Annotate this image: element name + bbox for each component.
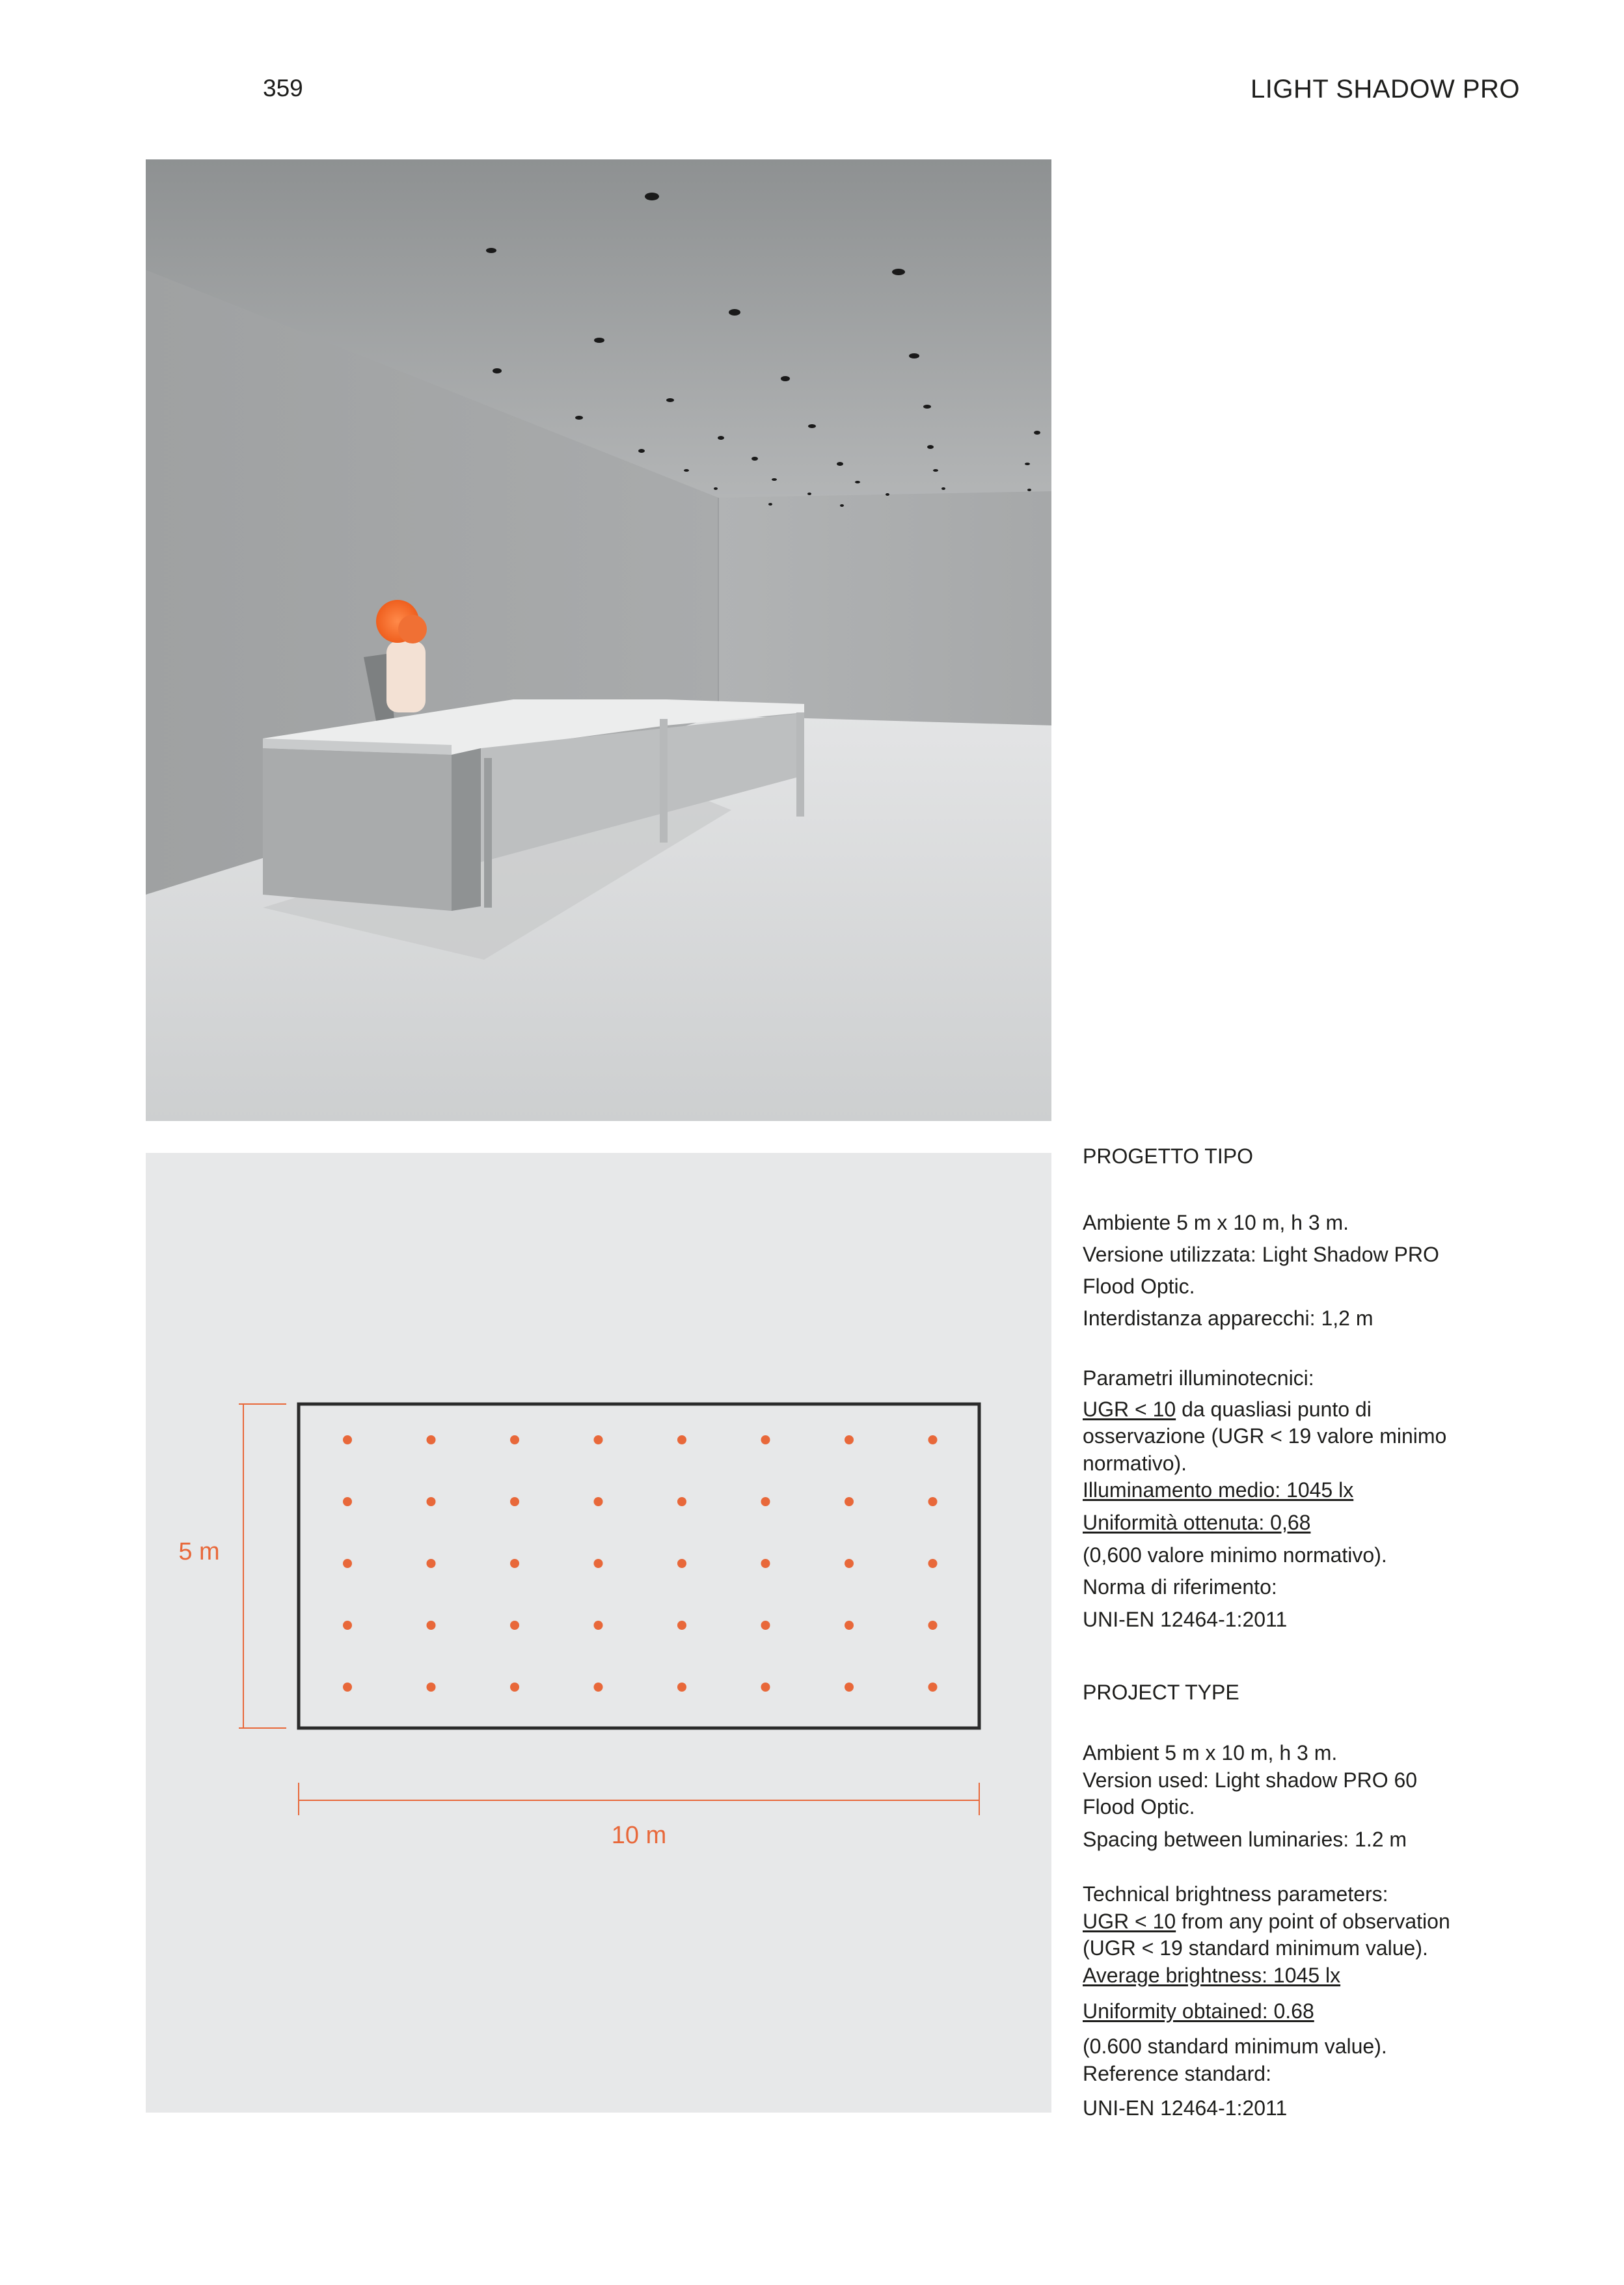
luminaire-dot (845, 1497, 854, 1506)
room-outline (299, 1404, 979, 1728)
english-params (1083, 1881, 1499, 2122)
luminaire-dot (928, 1435, 938, 1444)
italian-interdistanza: Interdistanza apparecchi: 1,2 m (1083, 1306, 1374, 1330)
luminaire-dot (510, 1683, 519, 1692)
luminaire-dot (845, 1683, 854, 1692)
room-render-image (146, 159, 1051, 1121)
luminaire-dot (761, 1497, 770, 1506)
luminaire-dot (427, 1683, 436, 1692)
luminaire-grid (343, 1435, 938, 1692)
floor-plan-diagram (146, 1153, 1051, 2113)
luminaire-dot (510, 1559, 519, 1568)
italian-ambiente: Ambiente 5 m x 10 m, h 3 m. (1083, 1211, 1349, 1234)
luminaire-dot (594, 1683, 603, 1692)
luminaire-dot (343, 1497, 352, 1506)
italian-norma-label: Norma di riferimento: (1083, 1575, 1277, 1599)
italian-params-label: Parametri illuminotecnici: (1083, 1366, 1314, 1390)
english-reference: UNI-EN 12464-1:2011 (1083, 2096, 1288, 2120)
italian-room-specs (1083, 1207, 1499, 1334)
luminaire-dot (427, 1435, 436, 1444)
luminaire-dot (343, 1621, 352, 1630)
luminaire-dot (343, 1559, 352, 1568)
width-dimension-label: 10 m (611, 1822, 667, 1849)
english-ugr-text: from any point of observation (UGR < 19 standard minimum value). (1083, 1909, 1450, 1960)
italian-illuminamento: Illuminamento medio: 1045 lx (1083, 1478, 1354, 1502)
english-ugr-value: UGR < 10 (1083, 1909, 1176, 1933)
luminaire-dot (677, 1559, 686, 1568)
luminaire-dot (845, 1559, 854, 1568)
english-uniformity: Uniformity obtained: 0.68 (1083, 1999, 1314, 2023)
luminaire-dot (928, 1683, 938, 1692)
english-optic: Flood Optic. (1083, 1795, 1195, 1819)
luminaire-dot (761, 1621, 770, 1630)
luminaire-dot (761, 1559, 770, 1568)
luminaire-dot (510, 1621, 519, 1630)
english-version: Version used: Light shadow PRO 60 (1083, 1768, 1418, 1792)
luminaire-dot (845, 1621, 854, 1630)
luminaire-dot (677, 1497, 686, 1506)
italian-norma: UNI-EN 12464-1:2011 (1083, 1607, 1288, 1631)
luminaire-dot (761, 1435, 770, 1444)
luminaire-dot (427, 1559, 436, 1568)
english-spacing: Spacing between luminaries: 1.2 m (1083, 1827, 1407, 1851)
luminaire-dot (427, 1621, 436, 1630)
luminaire-dot (928, 1497, 938, 1506)
english-ugr (1083, 1908, 1499, 1962)
english-section (1083, 1679, 1499, 1707)
luminaire-dot (761, 1683, 770, 1692)
luminaire-dot (845, 1435, 854, 1444)
italian-uniformita: Uniformità ottenuta: 0,68 (1083, 1510, 1311, 1534)
english-params-label: Technical brightness parameters: (1083, 1882, 1388, 1906)
italian-heading: PROGETTO TIPO (1083, 1144, 1253, 1168)
luminaire-dot (594, 1621, 603, 1630)
italian-ugr-text: da quasliasi punto di osservazione (UGR < 19 valore minimo normativo). (1083, 1397, 1447, 1475)
luminaire-dot (427, 1497, 436, 1506)
luminaire-dot (677, 1621, 686, 1630)
luminaire-dot (510, 1497, 519, 1506)
english-average: Average brightness: 1045 lx (1083, 1963, 1341, 1987)
english-room-specs (1083, 1740, 1499, 1853)
english-ambient: Ambient 5 m x 10 m, h 3 m. (1083, 1741, 1338, 1764)
italian-optic: Flood Optic. (1083, 1275, 1195, 1298)
header-title: LIGHT SHADOW PRO (1251, 75, 1520, 103)
italian-ugr (1083, 1396, 1499, 1478)
height-dimension-label: 5 m (178, 1538, 220, 1565)
luminaire-dot (928, 1559, 938, 1568)
luminaire-dot (343, 1435, 352, 1444)
italian-uniformita-note: (0,600 valore minimo normativo). (1083, 1543, 1387, 1567)
luminaire-dot (928, 1621, 938, 1630)
luminaire-dot (594, 1559, 603, 1568)
italian-ugr-value: UGR < 10 (1083, 1397, 1176, 1421)
luminaire-dot (594, 1435, 603, 1444)
italian-section (1083, 1143, 1499, 1170)
luminaire-dot (510, 1435, 519, 1444)
english-heading: PROJECT TYPE (1083, 1681, 1239, 1704)
italian-params (1083, 1365, 1499, 1633)
italian-versione: Versione utilizzata: Light Shadow PRO (1083, 1243, 1439, 1266)
luminaire-dot (343, 1683, 352, 1692)
page-number: 359 (263, 75, 303, 101)
luminaire-dot (594, 1497, 603, 1506)
english-reference-label: Reference standard: (1083, 2061, 1271, 2085)
luminaire-dot (677, 1435, 686, 1444)
luminaire-dot (677, 1683, 686, 1692)
english-uniformity-note: (0.600 standard minimum value). (1083, 2034, 1387, 2058)
